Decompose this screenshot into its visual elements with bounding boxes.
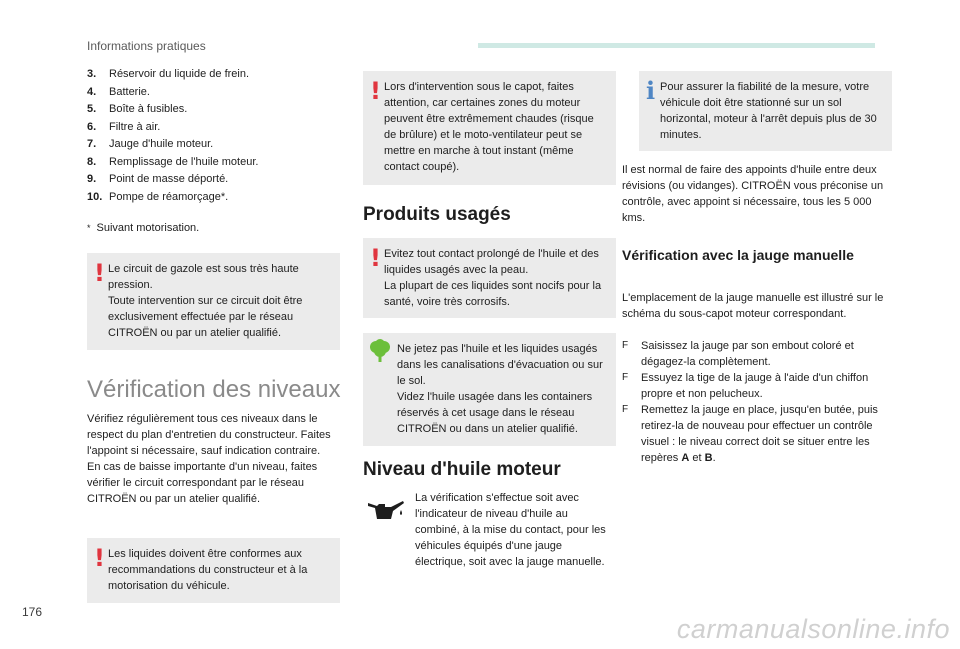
eco-box-disposal xyxy=(363,333,616,446)
warning-icon: ! xyxy=(370,244,381,272)
list-item: 9. Point de masse déporté. xyxy=(87,173,229,185)
dipstick-steps xyxy=(622,338,892,466)
warning-box-engine-hot xyxy=(363,71,616,185)
list-item: F Saisissez la jauge par son embout coloré et dégagez-la complètement. xyxy=(622,340,854,368)
oil-can-icon xyxy=(366,499,406,526)
footnote-star: * xyxy=(87,223,91,233)
list-item: 8. Remplissage de l'huile moteur. xyxy=(87,155,259,168)
warning-icon: ! xyxy=(370,77,381,105)
bullet-icon: F xyxy=(622,404,629,415)
bullet-icon: F xyxy=(622,372,629,383)
tree-icon xyxy=(369,339,391,366)
warning-icon: ! xyxy=(94,259,105,287)
warning-text: Lors d'intervention sous le capot, faites attention, car certaines zones du moteur peuvent être extrêmement chaudes (risque de brûlure) et le moto-ventilateur peut se mettre en marche à tout instant (même contact coupé). xyxy=(384,81,594,173)
list-item: 4. Batterie. xyxy=(87,85,150,98)
page-header-title: Informations pratiques xyxy=(87,39,206,53)
page-number: 176 xyxy=(22,605,43,619)
section-title-levels: Vérification des niveaux xyxy=(87,376,341,403)
footnote: * Suivant motorisation. xyxy=(87,222,200,234)
bullet-icon: F xyxy=(622,340,629,351)
subsection-title-dipstick: Vérification avec la jauge manuelle xyxy=(622,247,854,263)
list-item: 3. Réservoir du liquide de frein. xyxy=(87,68,250,80)
section-title-used-products: Produits usagés xyxy=(363,204,511,225)
list-item: 6. Filtre à air. xyxy=(87,120,161,133)
mark-a: A xyxy=(681,452,690,464)
oil-level-text: La vérification s'effectue soit avec l'indicateur de niveau d'huile au combiné, à la mise du contact, pour les véhicules équipés d'une jauge électrique, soit avec la jauge manuelle. xyxy=(415,492,606,568)
warning-text: Les liquides doivent être conformes aux recommandations du constructeur et à la motorisation du véhicule. xyxy=(108,548,308,592)
warning-box-diesel xyxy=(87,253,340,350)
section-title-engine-oil: Niveau d'huile moteur xyxy=(363,459,561,480)
list-item: F Essuyez la tige de la jauge à l'aide d'un chiffon propre et non pelucheux. xyxy=(622,372,869,400)
warning-box-used-fluids xyxy=(363,238,616,318)
info-text: Pour assurer la fiabilité de la mesure, votre véhicule doit être stationné sur un sol horizontal, moteur à l'arrêt depuis plus de 30 minutes. xyxy=(660,81,877,141)
header-accent-bar xyxy=(478,43,875,48)
warning-text: Le circuit de gazole est sous très haute pression. Toute intervention sur ce circuit doit être exclusivement effectuée par le réseau CITROËN ou par un atelier qualifié. xyxy=(108,263,303,339)
eco-text: Ne jetez pas l'huile et les liquides usagés dans les canalisations d'évacuation ou sur le sol. Videz l'huile usagée dans les containers réservés à cet usage dans le réseau CITROËN ou dans un atelier qualifié. xyxy=(397,343,603,435)
list-item: 7. Jauge d'huile moteur. xyxy=(87,138,214,150)
list-item: F Remettez la jauge en place, jusqu'en butée, puis retirez-la de nouveau pour effectuer un contrôle visuel : le niveau correct doit se situer entre les repères A et B. xyxy=(622,404,878,464)
levels-paragraph: Vérifiez régulièrement tous ces niveaux dans le respect du plan d'entretien du constructeur. Faites l'appoint si nécessaire, sauf indication contraire. En cas de baisse importante d'un niveau, faites vérifier le circuit correspondant par le réseau CITROËN ou par un atelier qualifié. xyxy=(87,413,331,505)
dipstick-paragraph: L'emplacement de la jauge manuelle est illustré sur le schéma du sous-capot moteur correspondant. xyxy=(622,292,884,320)
oil-topup-paragraph: Il est normal de faire des appoints d'huile entre deux révisions (ou vidanges). CITROËN vous préconise un contrôle, avec appoint si nécessaire, tous les 5 000 kms. xyxy=(622,164,884,224)
warning-text: Evitez tout contact prolongé de l'huile et des liquides usagés avec la peau. La plupart de ces liquides sont nocifs pour la santé, voire très corrosifs. xyxy=(384,248,602,308)
list-item: 5. Boîte à fusibles. xyxy=(87,103,188,115)
info-icon: i xyxy=(646,76,656,105)
watermark: carmanualsonline.info xyxy=(676,614,950,644)
warning-box-fluids xyxy=(87,538,340,603)
list-item: 10. Pompe de réamorçage*. xyxy=(87,190,229,203)
component-list xyxy=(87,66,347,206)
warning-icon: ! xyxy=(94,544,105,572)
mark-b: B xyxy=(704,452,713,464)
info-box-measure xyxy=(639,71,892,151)
